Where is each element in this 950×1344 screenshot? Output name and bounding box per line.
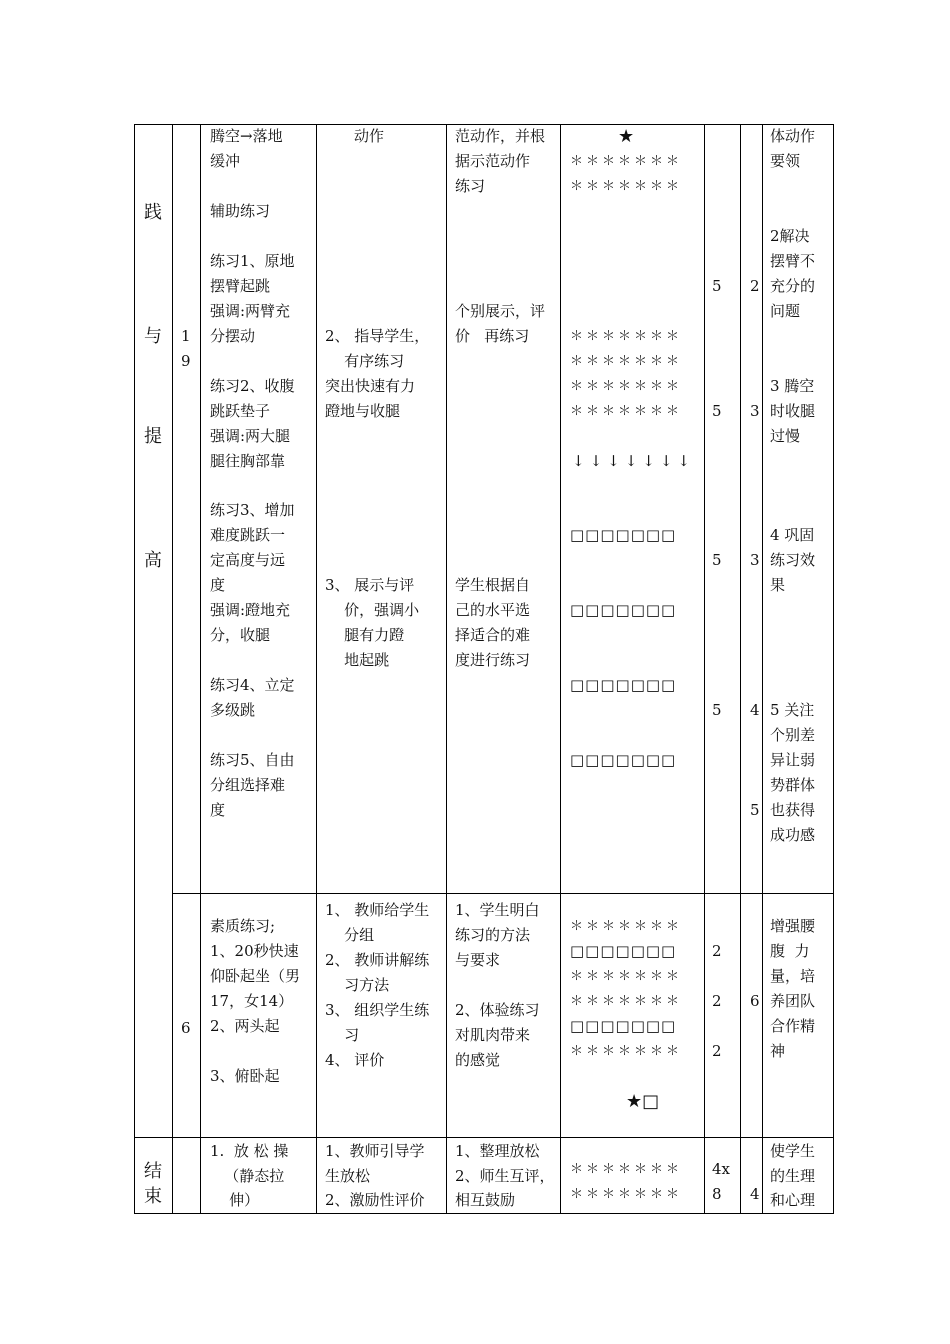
content-line: 定高度与远	[210, 551, 286, 569]
content-line: 度	[210, 576, 226, 594]
grid-line	[740, 124, 741, 1214]
count-value: 5	[712, 277, 722, 295]
goal-line: 神	[770, 1042, 786, 1060]
stage-label: 高	[144, 550, 162, 571]
goal-line: 养团队	[770, 992, 816, 1010]
student-line: 1、整理放松	[455, 1142, 540, 1160]
student-row: ＊＊＊＊＊＊＊	[570, 969, 683, 984]
content-line: 练习4、立定	[210, 676, 295, 694]
mat-row: □□□□□□□	[570, 676, 677, 694]
student-line: 对肌肉带来	[455, 1026, 531, 1044]
student-line: 1、学生明白	[455, 901, 540, 919]
goal-line: 合作精	[770, 1017, 816, 1035]
student-row: ＊＊＊＊＊＊＊	[570, 354, 683, 369]
content-line: 强调:蹬地充	[210, 601, 291, 619]
grid-line	[833, 124, 834, 1214]
content-line: 度	[210, 801, 226, 819]
content-line: 伸）	[210, 1191, 260, 1209]
stage-label: 践	[144, 202, 162, 223]
student-row: ＊＊＊＊＊＊＊	[570, 1044, 683, 1059]
content-line: 练习2、收腹	[210, 377, 295, 395]
student-row: ＊＊＊＊＊＊＊	[570, 994, 683, 1009]
goal-line: 要领	[770, 152, 801, 170]
grid-line	[446, 124, 447, 1214]
teacher-line: 突出快速有力	[325, 377, 416, 395]
teacher-line: 4、 评价	[325, 1051, 385, 1069]
intensity-value: 4	[750, 701, 760, 719]
student-row: ＊＊＊＊＊＊＊	[570, 919, 683, 934]
time-value: 6	[181, 1019, 191, 1037]
goal-line: 也获得	[770, 801, 816, 819]
teacher-line: 1、教师引导学	[325, 1142, 425, 1160]
stage-label: 束	[144, 1186, 162, 1207]
goal-line: 5 关注	[770, 701, 815, 719]
teacher-line: 习方法	[325, 976, 390, 994]
student-line: 2、师生互评，	[455, 1167, 555, 1185]
student-line: 度进行练习	[455, 651, 531, 669]
grid-line	[200, 124, 201, 1214]
teacher-line: 2、 指导学生，	[325, 327, 430, 345]
goal-line: 量，培	[770, 967, 816, 985]
goal-line: 摆臂不	[770, 252, 816, 270]
goal-line: 过慢	[770, 427, 801, 445]
count-value: 2	[712, 992, 722, 1010]
student-line: 个别展示，评	[455, 302, 546, 320]
goal-line: 4 巩固	[770, 526, 815, 544]
teacher-line: 2、 教师讲解练	[325, 951, 430, 969]
mat-row: □□□□□□□	[570, 942, 677, 960]
content-line: 强调:两臂充	[210, 302, 291, 320]
goal-line: 时收腿	[770, 402, 816, 420]
goal-line: 增强腰	[770, 917, 816, 935]
teacher-line: 动作	[354, 127, 385, 145]
content-line: 缓冲	[210, 152, 241, 170]
teacher-line: 3、 组织学生练	[325, 1001, 430, 1019]
content-line: 2、两头起	[210, 1017, 280, 1035]
count-value: 5	[712, 551, 722, 569]
goal-line: 果	[770, 576, 786, 594]
teacher-line: 地起跳	[325, 651, 390, 669]
goal-line: 腹 力	[770, 942, 810, 960]
teacher-line: 生放松	[325, 1167, 371, 1185]
content-line: 跳跃垫子	[210, 402, 271, 420]
mat-row: □□□□□□□	[570, 1017, 677, 1035]
stage-label: 与	[144, 326, 162, 347]
content-line: 分组选择难	[210, 776, 286, 794]
content-line: 3、俯卧起	[210, 1067, 280, 1085]
goal-line: 势群体	[770, 776, 816, 794]
student-line: 相互鼓励	[455, 1191, 516, 1209]
count-value: 8	[712, 1185, 722, 1203]
teacher-mat-icon: ★□	[626, 1091, 660, 1112]
student-line: 范动作，并根	[455, 127, 546, 145]
content-line: 练习3、增加	[210, 501, 295, 519]
student-row: ＊＊＊＊＊＊＊	[570, 379, 683, 394]
goal-line: 的生理	[770, 1167, 816, 1185]
content-line: 练习5、自由	[210, 751, 295, 769]
goal-line: 成功感	[770, 826, 816, 844]
teacher-line: 习	[325, 1026, 360, 1044]
grid-line	[560, 124, 561, 1214]
teacher-line: 2、激励性评价	[325, 1191, 425, 1209]
goal-line: 2解决	[770, 227, 810, 245]
stage-label: 结	[144, 1161, 162, 1182]
content-line: 17，女14）	[210, 992, 294, 1010]
grid-line	[704, 124, 705, 1214]
goal-line: 个别差	[770, 726, 816, 744]
content-line: 1. 放 松 操	[210, 1142, 289, 1160]
content-line: 辅助练习	[210, 202, 271, 220]
content-line: 腿往胸部靠	[210, 452, 286, 470]
student-row: ＊＊＊＊＊＊＊	[570, 179, 683, 194]
goal-line: 体动作	[770, 127, 816, 145]
grid-line	[134, 124, 135, 1214]
student-line: 练习	[455, 177, 486, 195]
intensity-value: 2	[750, 277, 760, 295]
content-line: 1、20秒快速	[210, 942, 299, 960]
stage-label: 提	[144, 426, 162, 447]
student-line: 练习的方法	[455, 926, 531, 944]
goal-line: 使学生	[770, 1142, 816, 1160]
time-value: 9	[181, 352, 191, 370]
mat-row: □□□□□□□	[570, 751, 677, 769]
student-row: ＊＊＊＊＊＊＊	[570, 329, 683, 344]
teacher-line: 蹬地与收腿	[325, 402, 401, 420]
student-line: 据示范动作	[455, 152, 531, 170]
intensity-value: 5	[750, 801, 760, 819]
grid-line	[316, 124, 317, 1214]
goal-line: 充分的	[770, 277, 816, 295]
count-value: 4x	[712, 1160, 731, 1178]
count-value: 2	[712, 1042, 722, 1060]
mat-row: □□□□□□□	[570, 526, 677, 544]
time-value: 1	[181, 327, 191, 345]
count-value: 2	[712, 942, 722, 960]
student-line: 的感觉	[455, 1051, 501, 1069]
teacher-line: 3、 展示与评	[325, 576, 415, 594]
content-line: 多级跳	[210, 701, 256, 719]
goal-line: 练习效	[770, 551, 816, 569]
teacher-line: 分组	[325, 926, 375, 944]
intensity-value: 3	[750, 551, 760, 569]
student-row: ＊＊＊＊＊＊＊	[570, 1162, 683, 1177]
content-line: 摆臂起跳	[210, 277, 271, 295]
content-line: 仰卧起坐（男	[210, 967, 301, 985]
grid-line	[134, 1137, 834, 1138]
mat-row: □□□□□□□	[570, 601, 677, 619]
goal-line: 异让弱	[770, 751, 816, 769]
student-line: 与要求	[455, 951, 501, 969]
goal-line: 问题	[770, 302, 801, 320]
student-line: 择适合的难	[455, 626, 531, 644]
count-value: 5	[712, 701, 722, 719]
content-line: 难度跳跃一	[210, 526, 286, 544]
content-line: 练习1、原地	[210, 252, 295, 270]
student-line: 己的水平选	[455, 601, 531, 619]
grid-line	[172, 124, 173, 1214]
grid-line	[762, 124, 763, 1214]
count-value: 5	[712, 402, 722, 420]
intensity-value: 3	[750, 402, 760, 420]
teacher-line: 腿有力蹬	[325, 626, 405, 644]
arrow-down-icon: ↓↓↓↓↓↓↓	[572, 452, 695, 470]
teacher-line: 价，强调小	[325, 601, 420, 619]
goal-line: 3 腾空	[770, 377, 815, 395]
teacher-line: 1、 教师给学生	[325, 901, 430, 919]
student-line: 学生根据自	[455, 576, 531, 594]
teacher-line: 有序练习	[325, 352, 405, 370]
content-line: （静态拉	[210, 1167, 285, 1185]
student-line: 价 再练习	[455, 327, 530, 345]
content-line: 强调:两大腿	[210, 427, 291, 445]
intensity-value: 6	[750, 992, 760, 1010]
grid-line	[172, 893, 834, 894]
student-row: ＊＊＊＊＊＊＊	[570, 1187, 683, 1202]
student-row: ＊＊＊＊＊＊＊	[570, 404, 683, 419]
content-line: 腾空→落地	[210, 127, 283, 145]
content-line: 分，收腿	[210, 626, 271, 644]
content-line: 分摆动	[210, 327, 256, 345]
student-line: 2、体验练习	[455, 1001, 540, 1019]
intensity-value: 4	[750, 1185, 760, 1203]
grid-line	[134, 1213, 834, 1214]
student-row: ＊＊＊＊＊＊＊	[570, 154, 683, 169]
teacher-star-icon: ★	[618, 126, 635, 147]
goal-line: 和心理	[770, 1191, 816, 1209]
content-line: 素质练习;	[210, 917, 276, 935]
